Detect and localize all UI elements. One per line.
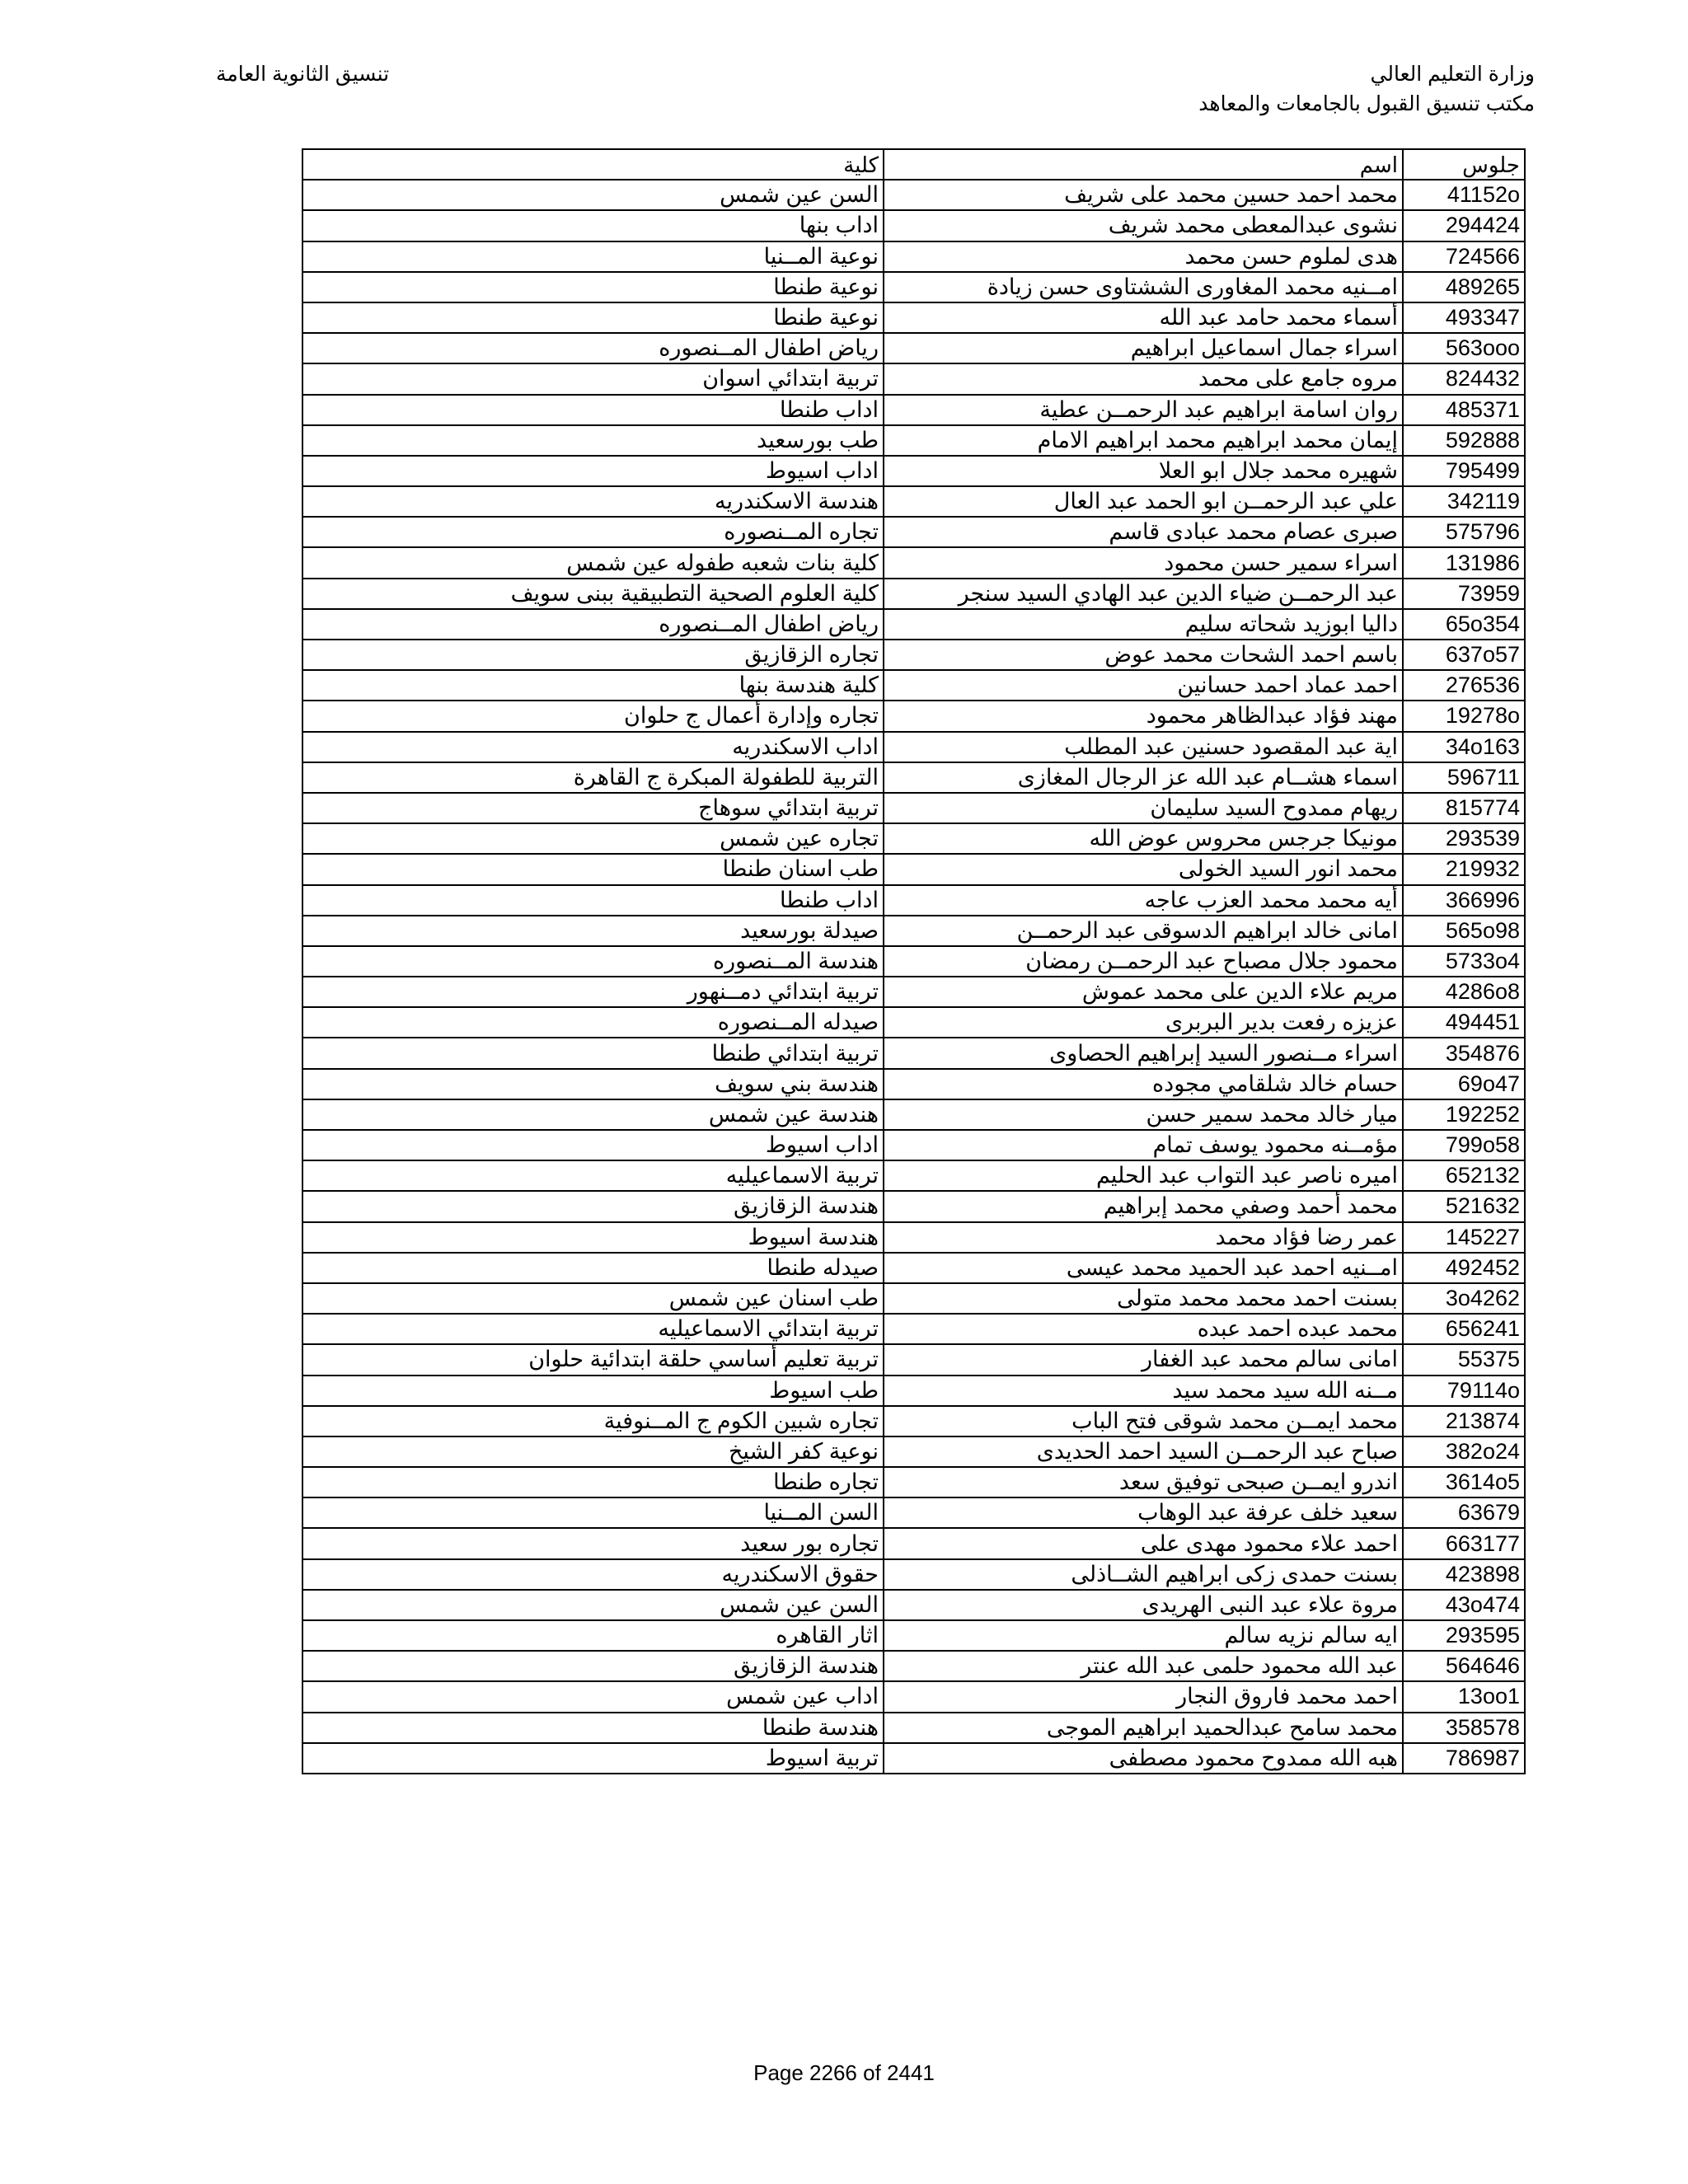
seat-number-cell: 492452 <box>1403 1253 1525 1283</box>
table-row <box>302 1253 1525 1283</box>
table-row <box>302 241 1525 272</box>
faculty-cell: تجاره وإدارة أعمال ج حلوان <box>302 701 884 731</box>
faculty-cell: هندسة عين شمس <box>302 1099 884 1130</box>
faculty-cell: تجاره الزقازيق <box>302 640 884 670</box>
faculty-cell: نوعية طنطا <box>302 302 884 333</box>
page-number: Page 2266 of 2441 <box>753 2060 935 2085</box>
table-row <box>302 1590 1525 1620</box>
seat-number-cell: 213874 <box>1403 1406 1525 1436</box>
seat-number-cell: 4286o8 <box>1403 977 1525 1007</box>
ministry-title: وزارة التعليم العالي <box>1370 63 1535 86</box>
table-row <box>302 1191 1525 1221</box>
faculty-cell: نوعية كفر الشيخ <box>302 1436 884 1467</box>
student-name-cell: علي عبد الرحمــن ابو الحمد عبد العال <box>884 486 1403 517</box>
seat-number-cell: 564646 <box>1403 1651 1525 1681</box>
faculty-cell: السن عين شمس <box>302 1590 884 1620</box>
student-name-cell: عزيزه رفعت بدير البربرى <box>884 1007 1403 1038</box>
table-row <box>302 1467 1525 1497</box>
faculty-cell: نوعية المــنيا <box>302 241 884 272</box>
coordination-title: تنسيق الثانوية العامة <box>216 63 390 86</box>
faculty-cell: هندسة الزقازيق <box>302 1651 884 1681</box>
seat-number-cell: 795499 <box>1403 456 1525 486</box>
faculty-cell: صيدله طنطا <box>302 1253 884 1283</box>
student-name-cell: حسام خالد شلقامي مجوده <box>884 1069 1403 1099</box>
seat-number-cell: 366996 <box>1403 885 1525 916</box>
student-name-cell: هبه الله ممدوح محمود مصطفى <box>884 1743 1403 1774</box>
seat-number-cell: 131986 <box>1403 547 1525 578</box>
seat-number-cell: 65o354 <box>1403 609 1525 640</box>
seat-number-cell: 354876 <box>1403 1038 1525 1068</box>
faculty-cell: طب بورسعيد <box>302 425 884 456</box>
seat-number-cell: 145227 <box>1403 1222 1525 1253</box>
seat-number-cell: 382o24 <box>1403 1436 1525 1467</box>
faculty-cell: هندسة المــنصوره <box>302 946 884 977</box>
faculty-cell: تربية الاسماعيليه <box>302 1160 884 1191</box>
faculty-cell: اداب الاسكندريه <box>302 732 884 762</box>
student-name-cell: صبرى عصام محمد عبادى قاسم <box>884 517 1403 547</box>
table-row <box>302 1620 1525 1651</box>
seat-number-cell: 656241 <box>1403 1314 1525 1344</box>
student-name-cell: اسراء سمير حسن محمود <box>884 547 1403 578</box>
student-name-cell: ايه سالم نزيه سالم <box>884 1620 1403 1651</box>
seat-number-cell: 219932 <box>1403 854 1525 884</box>
table-row <box>302 1406 1525 1436</box>
faculty-cell: رياض اطفال المــنصوره <box>302 333 884 363</box>
table-row <box>302 1681 1525 1712</box>
table-row <box>302 302 1525 333</box>
seat-number-cell: 358578 <box>1403 1713 1525 1743</box>
faculty-cell: هندسة الاسكندريه <box>302 486 884 517</box>
name-column-header: اسم <box>884 149 1403 180</box>
table-row <box>302 640 1525 670</box>
student-name-cell: محمود جلال مصباح عبد الرحمــن رمضان <box>884 946 1403 977</box>
table-row <box>302 517 1525 547</box>
student-name-cell: إيمان محمد ابراهيم محمد ابراهيم الامام <box>884 425 1403 456</box>
seat-number-cell: 13oo1 <box>1403 1681 1525 1712</box>
seat-number-cell: 293539 <box>1403 823 1525 854</box>
table-row <box>302 1559 1525 1590</box>
table-row <box>302 885 1525 916</box>
student-name-cell: اميره ناصر عبد التواب عبد الحليم <box>884 1160 1403 1191</box>
seat-number-cell: 824432 <box>1403 363 1525 394</box>
seat-number-cell: 815774 <box>1403 793 1525 823</box>
faculty-cell: هندسة بني سويف <box>302 1069 884 1099</box>
student-name-cell: أسماء محمد حامد عبد الله <box>884 302 1403 333</box>
table-row <box>302 579 1525 609</box>
faculty-cell: تجاره شبين الكوم ج المــنوفية <box>302 1406 884 1436</box>
faculty-cell: حقوق الاسكندريه <box>302 1559 884 1590</box>
faculty-cell: هندسة اسيوط <box>302 1222 884 1253</box>
faculty-cell: اداب طنطا <box>302 395 884 425</box>
seat-number-cell: 799o58 <box>1403 1130 1525 1160</box>
faculty-cell: تجاره المــنصوره <box>302 517 884 547</box>
seat-number-cell: 575796 <box>1403 517 1525 547</box>
table-row <box>302 701 1525 731</box>
ministry-header <box>1198 59 1535 119</box>
table-row <box>302 823 1525 854</box>
table-row <box>302 1528 1525 1558</box>
table-row <box>302 180 1525 210</box>
student-name-cell: امانى خالد ابراهيم الدسوقى عبد الرحمــن <box>884 916 1403 946</box>
seat-number-cell: 79114o <box>1403 1376 1525 1406</box>
student-name-cell: عبد الرحمــن ضياء الدين عبد الهادي السيد سنجر <box>884 579 1403 609</box>
faculty-cell: تربية ابتدائي اسوان <box>302 363 884 394</box>
seat-number-cell: 69o47 <box>1403 1069 1525 1099</box>
faculty-cell: تربية تعليم أساسي حلقة ابتدائية حلوان <box>302 1344 884 1375</box>
seat-number-cell: 19278o <box>1403 701 1525 731</box>
student-name-cell: احمد محمد فاروق النجار <box>884 1681 1403 1712</box>
seat-number-cell: 652132 <box>1403 1160 1525 1191</box>
table-row <box>302 854 1525 884</box>
student-name-cell: محمد سامح عبدالحميد ابراهيم الموجى <box>884 1713 1403 1743</box>
student-name-cell: امــنيه محمد المغاورى الششتاوى حسن زيادة <box>884 272 1403 302</box>
faculty-cell: تجاره بور سعيد <box>302 1528 884 1558</box>
student-name-cell: داليا ابوزيد شحاته سليم <box>884 609 1403 640</box>
faculty-cell: السن عين شمس <box>302 180 884 210</box>
student-name-cell: عبد الله محمود حلمى عبد الله عنتر <box>884 1651 1403 1681</box>
seat-number-cell: 293595 <box>1403 1620 1525 1651</box>
seat-number-cell: 5733o4 <box>1403 946 1525 977</box>
student-name-cell: باسم احمد الشحات محمد عوض <box>884 640 1403 670</box>
table-row <box>302 1160 1525 1191</box>
student-name-cell: عمر رضا فؤاد محمد <box>884 1222 1403 1253</box>
table-row <box>302 272 1525 302</box>
faculty-cell: تجاره طنطا <box>302 1467 884 1497</box>
seat-number-cell: 41152o <box>1403 180 1525 210</box>
student-name-cell: ميار خالد محمد سمير حسن <box>884 1099 1403 1130</box>
table-row <box>302 486 1525 517</box>
student-name-cell: امانى سالم محمد عبد الغفار <box>884 1344 1403 1375</box>
table-row <box>302 456 1525 486</box>
faculty-cell: تربية ابتدائي الاسماعيليه <box>302 1314 884 1344</box>
seat-number-cell: 43o474 <box>1403 1590 1525 1620</box>
faculty-cell: اداب عين شمس <box>302 1681 884 1712</box>
seat-number-cell: 786987 <box>1403 1743 1525 1774</box>
faculty-column-header: كلية <box>302 149 884 180</box>
table-row <box>302 1314 1525 1344</box>
student-name-cell: هدى لملوم حسن محمد <box>884 241 1403 272</box>
student-name-cell: امــنيه احمد عبد الحميد محمد عيسى <box>884 1253 1403 1283</box>
table-row <box>302 1130 1525 1160</box>
faculty-cell: هندسة طنطا <box>302 1713 884 1743</box>
faculty-cell: رياض اطفال المــنصوره <box>302 609 884 640</box>
seat-number-cell: 34o163 <box>1403 732 1525 762</box>
student-name-cell: مريم علاء الدين على محمد عموش <box>884 977 1403 1007</box>
table-row <box>302 1283 1525 1314</box>
seat-number-cell: 596711 <box>1403 762 1525 793</box>
seat-number-cell: 563ooo <box>1403 333 1525 363</box>
student-name-cell: احمد عماد احمد حسانين <box>884 670 1403 701</box>
student-name-cell: ريهام ممدوح السيد سليمان <box>884 793 1403 823</box>
student-name-cell: مؤمــنه محمود يوسف تمام <box>884 1130 1403 1160</box>
table-row <box>302 732 1525 762</box>
coordination-header <box>216 59 389 89</box>
seat-number-cell: 493347 <box>1403 302 1525 333</box>
faculty-cell: تجاره عين شمس <box>302 823 884 854</box>
student-name-cell: سعيد خلف عرفة عبد الوهاب <box>884 1497 1403 1528</box>
seat-number-cell: 3o4262 <box>1403 1283 1525 1314</box>
seat-number-cell: 565o98 <box>1403 916 1525 946</box>
student-name-cell: مونيكا جرجس محروس عوض الله <box>884 823 1403 854</box>
seat-number-cell: 724566 <box>1403 241 1525 272</box>
student-name-cell: بسنت حمدى زكى ابراهيم الشــاذلى <box>884 1559 1403 1590</box>
seat-number-cell: 294424 <box>1403 210 1525 241</box>
student-name-cell: مروه جامع على محمد <box>884 363 1403 394</box>
table-row <box>302 1651 1525 1681</box>
student-name-cell: محمد عبده احمد عبده <box>884 1314 1403 1344</box>
seat-number-cell: 3614o5 <box>1403 1467 1525 1497</box>
student-name-cell: نشوى عبدالمعطى محمد شريف <box>884 210 1403 241</box>
faculty-cell: نوعية طنطا <box>302 272 884 302</box>
seat-number-cell: 489265 <box>1403 272 1525 302</box>
faculty-cell: السن المــنيا <box>302 1497 884 1528</box>
student-name-cell: محمد احمد حسين محمد على شريف <box>884 180 1403 210</box>
seat-number-cell: 423898 <box>1403 1559 1525 1590</box>
table-row <box>302 1743 1525 1774</box>
table-row <box>302 1376 1525 1406</box>
table-row <box>302 333 1525 363</box>
student-name-cell: مروة علاء عبد النبى الهريدى <box>884 1590 1403 1620</box>
table-row <box>302 1222 1525 1253</box>
faculty-cell: التربية للطفولة المبكرة ج القاهرة <box>302 762 884 793</box>
faculty-cell: اداب طنطا <box>302 885 884 916</box>
table-row <box>302 547 1525 578</box>
table-row <box>302 210 1525 241</box>
faculty-cell: هندسة الزقازيق <box>302 1191 884 1221</box>
faculty-cell: كلية العلوم الصحية التطبيقية ببنى سويف <box>302 579 884 609</box>
student-name-cell: صباح عبد الرحمــن السيد احمد الحديدى <box>884 1436 1403 1467</box>
table-row <box>302 1069 1525 1099</box>
table-row <box>302 1344 1525 1375</box>
table-row <box>302 1007 1525 1038</box>
seat-number-cell: 63679 <box>1403 1497 1525 1528</box>
seat-number-cell: 73959 <box>1403 579 1525 609</box>
student-name-cell: مهند فؤاد عبدالظاهر محمود <box>884 701 1403 731</box>
seat-number-cell: 663177 <box>1403 1528 1525 1558</box>
table-row <box>302 425 1525 456</box>
table-header-row <box>302 149 1525 180</box>
faculty-cell: اثار القاهره <box>302 1620 884 1651</box>
table-row <box>302 1099 1525 1130</box>
faculty-cell: صيدلة بورسعيد <box>302 916 884 946</box>
seat-column-header: جلوس <box>1403 149 1525 180</box>
admissions-table <box>302 148 1526 1774</box>
seat-number-cell: 637o57 <box>1403 640 1525 670</box>
seat-number-cell: 192252 <box>1403 1099 1525 1130</box>
student-name-cell: اية عبد المقصود حسنين عبد المطلب <box>884 732 1403 762</box>
faculty-cell: تربية ابتدائي طنطا <box>302 1038 884 1068</box>
table-row <box>302 793 1525 823</box>
table-row <box>302 762 1525 793</box>
student-name-cell: اندرو ايمــن صبحى توفيق سعد <box>884 1467 1403 1497</box>
table-row <box>302 1713 1525 1743</box>
faculty-cell: تربية ابتدائي دمــنهور <box>302 977 884 1007</box>
faculty-cell: كلية بنات شعبه طفوله عين شمس <box>302 547 884 578</box>
table-row <box>302 946 1525 977</box>
table-row <box>302 670 1525 701</box>
student-name-cell: احمد علاء محمود مهدى على <box>884 1528 1403 1558</box>
seat-number-cell: 521632 <box>1403 1191 1525 1221</box>
seat-number-cell: 276536 <box>1403 670 1525 701</box>
faculty-cell: طب اسنان طنطا <box>302 854 884 884</box>
faculty-cell: صيدله المــنصوره <box>302 1007 884 1038</box>
faculty-cell: طب اسيوط <box>302 1376 884 1406</box>
student-name-cell: اسماء هشــام عبد الله عز الرجال المغازى <box>884 762 1403 793</box>
faculty-cell: اداب اسيوط <box>302 456 884 486</box>
table-row <box>302 363 1525 394</box>
student-name-cell: مــنه الله سيد محمد سيد <box>884 1376 1403 1406</box>
faculty-cell: تربية اسيوط <box>302 1743 884 1774</box>
table-row <box>302 916 1525 946</box>
table-row <box>302 609 1525 640</box>
student-name-cell: محمد انور السيد الخولى <box>884 854 1403 884</box>
seat-number-cell: 342119 <box>1403 486 1525 517</box>
table-row <box>302 395 1525 425</box>
faculty-cell: اداب بنها <box>302 210 884 241</box>
faculty-cell: طب اسنان عين شمس <box>302 1283 884 1314</box>
table-row <box>302 977 1525 1007</box>
table-row <box>302 1497 1525 1528</box>
student-name-cell: روان اسامة ابراهيم عبد الرحمــن عطية <box>884 395 1403 425</box>
table-row <box>302 1436 1525 1467</box>
seat-number-cell: 485371 <box>1403 395 1525 425</box>
table-row <box>302 1038 1525 1068</box>
faculty-cell: تربية ابتدائي سوهاج <box>302 793 884 823</box>
seat-number-cell: 592888 <box>1403 425 1525 456</box>
seat-number-cell: 55375 <box>1403 1344 1525 1375</box>
student-name-cell: بسنت احمد محمد محمد متولى <box>884 1283 1403 1314</box>
office-title: مكتب تنسيق القبول بالجامعات والمعاهد <box>1198 92 1535 115</box>
student-name-cell: محمد أحمد وصفي محمد إبراهيم <box>884 1191 1403 1221</box>
student-name-cell: محمد ايمــن محمد شوقى فتح الباب <box>884 1406 1403 1436</box>
seat-number-cell: 494451 <box>1403 1007 1525 1038</box>
student-name-cell: اسراء جمال اسماعيل ابراهيم <box>884 333 1403 363</box>
student-name-cell: اسراء مــنصور السيد إبراهيم الحصاوى <box>884 1038 1403 1068</box>
faculty-cell: اداب اسيوط <box>302 1130 884 1160</box>
faculty-cell: كلية هندسة بنها <box>302 670 884 701</box>
student-name-cell: أيه محمد محمد العزب عاجه <box>884 885 1403 916</box>
student-name-cell: شهيره محمد جلال ابو العلا <box>884 456 1403 486</box>
